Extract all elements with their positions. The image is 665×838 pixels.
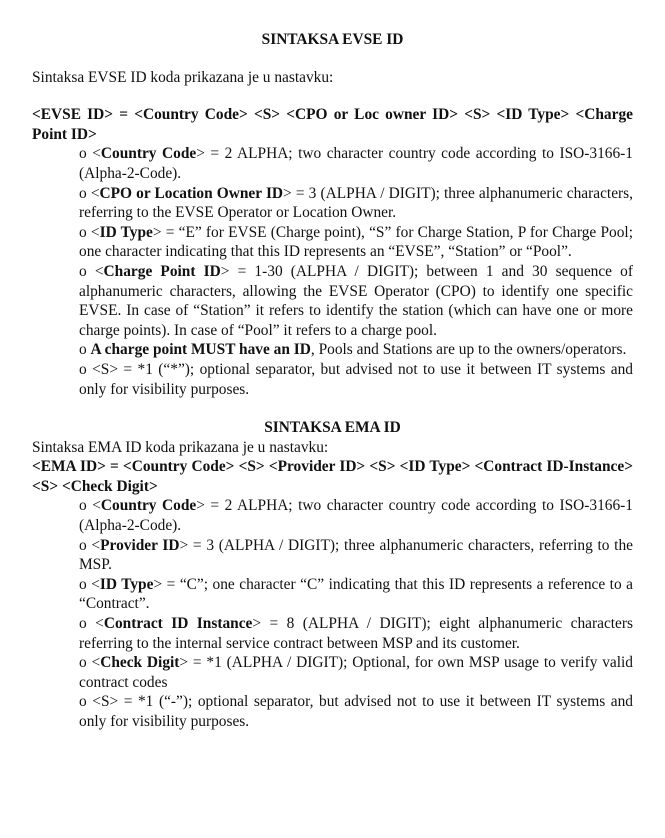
text-run: > = 3 (ALPHA / DIGIT); three alphanumeric characters, referring to the MSP. — [79, 536, 633, 574]
list-item — [79, 692, 633, 731]
bold-term: CPO or Location Owner ID — [99, 184, 284, 202]
text-run: o — [79, 341, 91, 359]
ema-intro: Sintaksa EMA ID koda prikazana je u nastavku: — [32, 438, 329, 456]
text-run: o < — [79, 184, 100, 202]
bold-term: Check Digit — [100, 654, 180, 672]
ema-section-title: SINTAKSA EMA ID — [264, 419, 401, 437]
bold-term: Provider ID — [100, 536, 180, 554]
evse-formula — [32, 105, 633, 144]
bold-term: Charge Point ID — [103, 262, 221, 280]
text-run: o <S> = *1 (“*”); optional separator, but advised not to use it between IT systems and only for visibility purposes. — [79, 360, 633, 398]
list-item — [79, 496, 633, 535]
list-item — [79, 262, 633, 340]
bold-term: Country Code — [100, 497, 197, 515]
evse-section-title: SINTAKSA EVSE ID — [261, 31, 404, 48]
text-run: o < — [79, 575, 100, 593]
text-run: > = 2 ALPHA; two character country code according to ISO-3166-1 (Alpha-2-Code). — [79, 497, 633, 535]
text-run: > = 3 (ALPHA / DIGIT); three alphanumeric characters, referring to the EVSE Operator or Location Owner. — [79, 184, 633, 222]
text-run: > = *1 (ALPHA / DIGIT); Optional, for own MSP usage to verify valid contract codes — [79, 654, 633, 691]
text-run: o < — [79, 615, 104, 633]
evse-item-list — [32, 144, 633, 399]
text-run: o < — [79, 223, 100, 241]
text-run: o < — [79, 536, 101, 554]
text-run: o < — [79, 145, 101, 163]
document-page — [32, 30, 633, 732]
bold-term: Country Code — [100, 145, 197, 163]
text-run: > = “C”; one character “C” indicating that this ID represents a reference to a “Contract”. — [79, 575, 633, 613]
bold-term: A charge point MUST have an ID — [90, 341, 311, 359]
list-item — [79, 340, 633, 360]
list-item — [79, 536, 633, 575]
bold-term: ID Type — [99, 575, 154, 593]
evse-intro: Sintaksa EVSE ID koda prikazana je u nastavku: — [32, 68, 334, 86]
list-item — [79, 144, 633, 183]
bold-term: ID Type — [99, 223, 153, 241]
list-item — [79, 575, 633, 614]
text-run: o < — [79, 654, 101, 672]
bold-term: <EVSE ID> = <Country Code> <S> <CPO or Loc owner ID> <S> <ID Type> <Charge Point ID> — [32, 106, 633, 143]
ema-item-list — [32, 496, 633, 731]
ema-formula — [32, 457, 633, 496]
text-run: > = 2 ALPHA; two character country code according to ISO-3166-1 (Alpha-2-Code). — [79, 145, 633, 182]
list-item — [79, 653, 633, 692]
text-run: , Pools and Stations are up to the owners/operators. — [310, 341, 627, 359]
bold-term: Contract ID Instance — [103, 615, 253, 633]
list-item — [79, 223, 633, 262]
text-run: o < — [79, 262, 104, 280]
text-run: > = “E” for EVSE (Charge point), “S” for Charge Station, P for Charge Pool; one character indicating that this ID represents an “EVSE”, “Station” or “Pool”. — [79, 223, 633, 261]
list-item — [79, 360, 633, 399]
text-run: > = 8 (ALPHA / DIGIT); eight alphanumeric characters referring to the internal service contract between MSP and its customer. — [79, 615, 633, 652]
list-item — [79, 184, 633, 223]
bold-term: <EMA ID> = <Country Code> <S> <Provider ID> <S> <ID Type> <Contract ID-Instance> <S> <Check Digit> — [32, 458, 633, 495]
text-run: o < — [79, 497, 101, 515]
list-item — [79, 614, 633, 653]
text-run: > = 1-30 (ALPHA / DIGIT); between 1 and 30 sequence of alphanumeric characters, allowing the EVSE Operator (CPO) to identify one specific EVSE. In case of “Station” it refers to identify the station (which can have one or more charge points). In case of “Pool” it refers to a charge pool. — [79, 262, 633, 339]
text-run: o <S> = *1 (“-”); optional separator, but advised not to use it between IT systems and only for visibility purposes. — [79, 693, 633, 730]
